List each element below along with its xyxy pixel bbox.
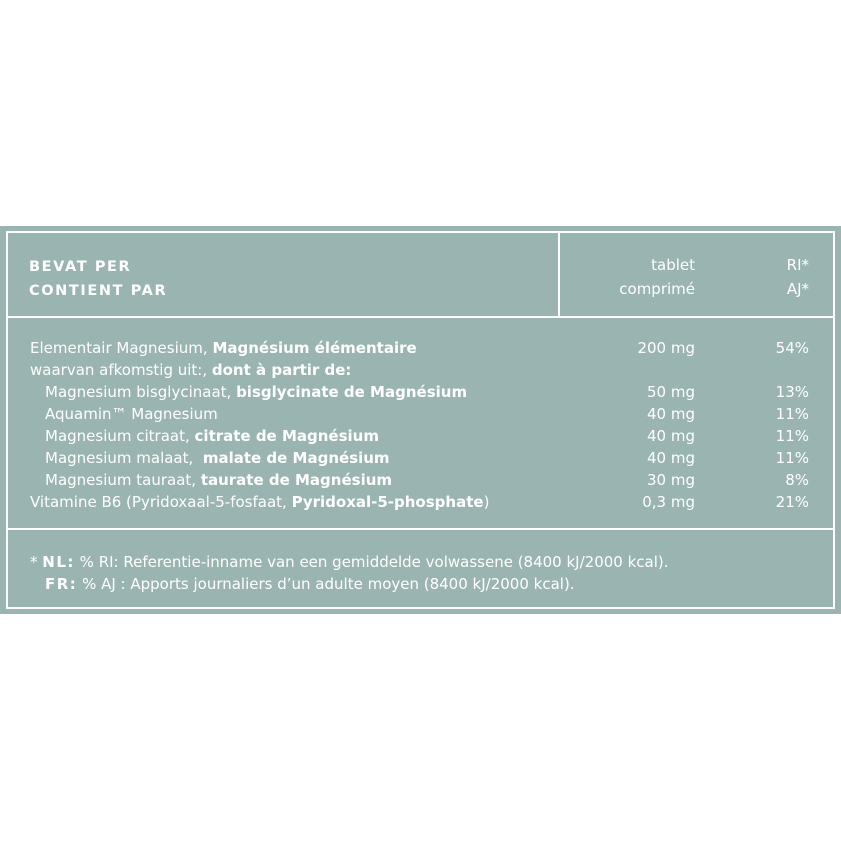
ingredient-name bbox=[45, 469, 392, 491]
header-ri-nl: RI* bbox=[786, 256, 809, 274]
ingredient-name-fr: taurate de Magnésium bbox=[200, 471, 393, 489]
nutrition-table bbox=[6, 231, 835, 609]
table-row bbox=[8, 337, 833, 359]
nutrition-panel bbox=[0, 226, 841, 614]
footnote-nl-label: NL: bbox=[42, 553, 75, 571]
table-row bbox=[8, 469, 833, 491]
ingredient-name-fr: bisglycinate de Magnésium bbox=[236, 383, 468, 401]
ingredient-ri-percent: 8% bbox=[785, 471, 809, 489]
ingredient-ri-percent: 11% bbox=[775, 405, 809, 423]
ingredient-name bbox=[45, 447, 390, 469]
ingredient-amount: 40 mg bbox=[647, 449, 695, 467]
ingredient-amount: 40 mg bbox=[647, 427, 695, 445]
footnote-nl bbox=[30, 551, 669, 573]
ingredient-ri-percent: 21% bbox=[775, 493, 809, 511]
ingredient-rows bbox=[8, 337, 833, 513]
ingredient-name-fr: malate de Magnésium bbox=[202, 449, 390, 467]
table-row bbox=[8, 359, 833, 381]
ingredient-name bbox=[30, 491, 489, 513]
ingredient-name-nl: waarvan afkomstig uit:, bbox=[30, 361, 212, 379]
ingredient-name bbox=[30, 359, 351, 381]
ingredient-ri-percent: 13% bbox=[775, 383, 809, 401]
ingredient-name-fr: Pyridoxal-5-phosphate bbox=[291, 493, 484, 511]
ingredient-name-nl: Elementair Magnesium, bbox=[30, 339, 213, 357]
ingredient-name-fr: dont à partir de: bbox=[211, 361, 352, 379]
table-row bbox=[8, 425, 833, 447]
ingredient-name-nl: Vitamine B6 (Pyridoxaal-5-fosfaat, bbox=[30, 493, 292, 511]
footnote bbox=[30, 551, 669, 595]
header-label bbox=[29, 255, 167, 303]
ingredient-name-nl: Magnesium bisglycinaat, bbox=[45, 383, 237, 401]
ingredient-ri-percent: 11% bbox=[775, 427, 809, 445]
ingredient-name-nl: Magnesium tauraat, bbox=[45, 471, 201, 489]
ingredient-name-suffix: ) bbox=[483, 493, 490, 511]
table-row bbox=[8, 491, 833, 513]
ingredient-name-nl: Magnesium citraat, bbox=[45, 427, 195, 445]
ingredient-name bbox=[45, 425, 379, 447]
table-row bbox=[8, 403, 833, 425]
header-label-fr: CONTIENT PAR bbox=[29, 283, 168, 299]
ingredient-name-nl: Aquamin™ Magnesium bbox=[45, 405, 218, 423]
header-ri-fr: AJ* bbox=[786, 280, 809, 298]
footnote-fr-text: % AJ : Apports journaliers d’un adulte moyen (8400 kJ/2000 kcal). bbox=[77, 575, 575, 593]
ingredient-amount: 30 mg bbox=[647, 471, 695, 489]
footnote-nl-text: % RI: Referentie-inname van een gemiddelde volwassene (8400 kJ/2000 kcal). bbox=[74, 553, 669, 571]
ingredient-ri-percent: 11% bbox=[775, 449, 809, 467]
header-unit-fr: comprimé bbox=[619, 280, 695, 298]
footnote-divider bbox=[8, 528, 833, 530]
ingredient-name-nl: Magnesium malaat, bbox=[45, 449, 203, 467]
ingredient-amount: 40 mg bbox=[647, 405, 695, 423]
header-divider bbox=[8, 316, 833, 318]
table-row bbox=[8, 381, 833, 403]
footnote-star: * bbox=[30, 553, 43, 571]
header-column-divider bbox=[558, 233, 560, 317]
table-row bbox=[8, 447, 833, 469]
header-unit bbox=[619, 253, 695, 301]
ingredient-name bbox=[45, 403, 218, 425]
ingredient-ri-percent: 54% bbox=[775, 339, 809, 357]
ingredient-name bbox=[45, 381, 467, 403]
ingredient-name-fr: Magnésium élémentaire bbox=[212, 339, 417, 357]
header-label-nl: BEVAT PER bbox=[29, 259, 132, 275]
header-unit-nl: tablet bbox=[651, 256, 695, 274]
footnote-fr bbox=[30, 573, 669, 595]
ingredient-amount: 0,3 mg bbox=[642, 493, 695, 511]
header-ri bbox=[787, 253, 809, 301]
ingredient-amount: 50 mg bbox=[647, 383, 695, 401]
ingredient-name-fr: citrate de Magnésium bbox=[194, 427, 379, 445]
ingredient-amount: 200 mg bbox=[637, 339, 695, 357]
ingredient-name bbox=[30, 337, 417, 359]
footnote-fr-label: FR: bbox=[45, 575, 78, 593]
